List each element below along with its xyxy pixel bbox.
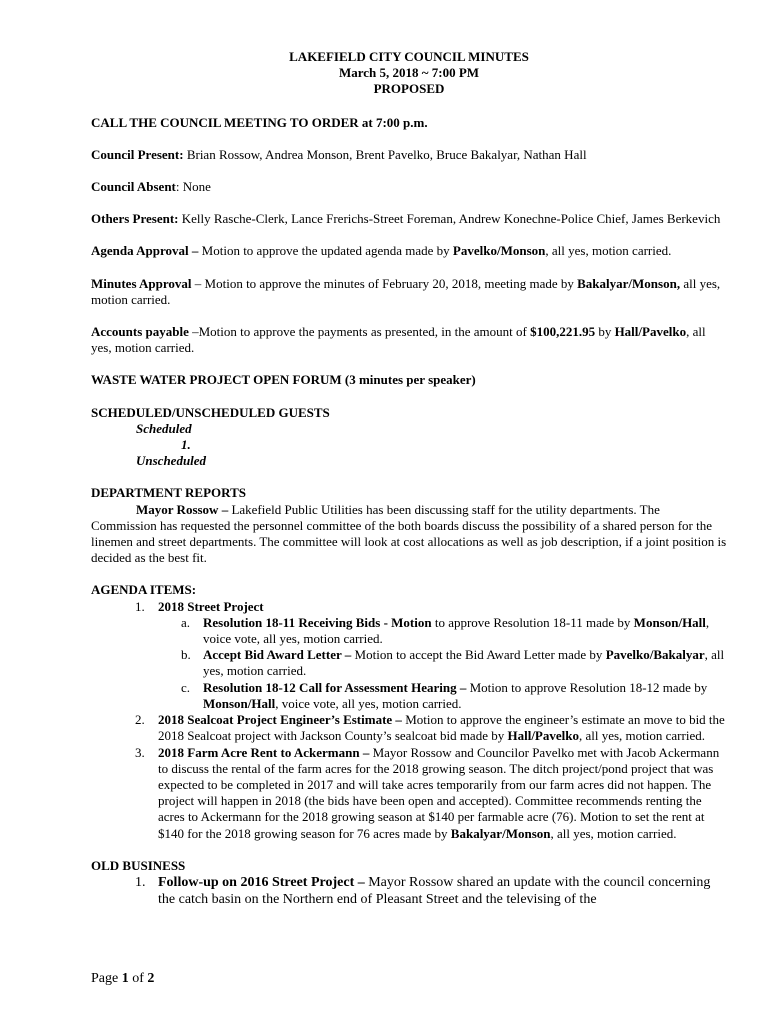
old-business-item-1-title: Follow-up on 2016 Street Project – xyxy=(158,874,365,890)
minutes-approval-names: Bakalyar/Monson, xyxy=(577,275,681,291)
old-business-heading: OLD BUSINESS xyxy=(91,857,186,873)
agenda-item-1c xyxy=(91,680,727,712)
minutes-approval xyxy=(91,276,727,308)
agenda-approval-names: Pavelko/Monson xyxy=(452,243,546,259)
document-header xyxy=(91,49,727,98)
document-title: LAKEFIELD CITY COUNCIL MINUTES xyxy=(289,49,529,64)
council-present-label: Council Present: xyxy=(91,146,184,162)
minutes-approval-result: all yes, motion carried. xyxy=(91,275,721,307)
agenda-approval-text: Motion to approve the updated agenda made by xyxy=(198,243,453,259)
agenda-item-1a xyxy=(91,615,727,647)
agenda-item-1b-letter: b. xyxy=(181,647,191,663)
page-of: of xyxy=(128,971,148,986)
agenda-item-3-names: Bakalyar/Monson xyxy=(450,825,551,841)
old-business-item-1-text: Mayor Rossow shared an update with the council concerning the catch basin on the Northern end of Pleasant Street and the televising of the xyxy=(158,874,711,907)
agenda-item-2-number: 2. xyxy=(135,712,145,728)
agenda-item-1b-result: , all yes, motion carried. xyxy=(203,647,725,679)
agenda-item-1a-result: , voice vote, all yes, motion carried. xyxy=(203,614,710,647)
agenda-item-1-title: 2018 Street Project xyxy=(158,598,264,614)
council-absent xyxy=(91,179,727,195)
accounts-payable xyxy=(91,324,727,356)
agenda-item-1 xyxy=(91,599,727,615)
agenda-item-3-result: , all yes, motion carried. xyxy=(550,825,677,841)
council-absent-label: Council Absent xyxy=(91,179,176,195)
agenda-approval-result: , all yes, motion carried. xyxy=(545,243,672,259)
agenda-item-1b-title: Accept Bid Award Letter – xyxy=(203,647,352,663)
agenda-item-1c-names: Monson/Hall xyxy=(203,695,276,711)
call-to-order-heading: CALL THE COUNCIL MEETING TO ORDER at 7:00 p.m. xyxy=(91,114,428,130)
guests-heading: SCHEDULED/UNSCHEDULED GUESTS xyxy=(91,404,330,420)
agenda-item-2-names: Hall/Pavelko xyxy=(507,728,579,744)
old-business-item-1-number: 1. xyxy=(135,874,146,890)
council-present-text: Brian Rossow, Andrea Monson, Brent Pavelko, Bruce Bakalyar, Nathan Hall xyxy=(183,146,587,162)
accounts-payable-names: Hall/Pavelko xyxy=(614,324,687,340)
accounts-payable-result: , all yes, motion carried. xyxy=(91,324,706,356)
page-number: 1 xyxy=(121,971,129,986)
agenda-item-1c-result: , voice vote, all yes, motion carried. xyxy=(275,695,462,711)
minutes-approval-label: Minutes Approval xyxy=(91,275,192,291)
page-total: 2 xyxy=(147,971,155,986)
agenda-item-1c-title: Resolution 18-12 Call for Assessment Hearing – xyxy=(203,679,467,695)
agenda-item-1-number: 1. xyxy=(135,598,145,614)
mayor-report-speaker: Mayor Rossow – xyxy=(136,501,229,517)
scheduled-item-number: 1. xyxy=(181,437,191,453)
agenda-items-heading: AGENDA ITEMS: xyxy=(91,582,197,598)
agenda-item-1b-names: Pavelko/Bakalyar xyxy=(605,647,705,663)
scheduled-label: Scheduled xyxy=(136,420,192,436)
department-reports-heading: DEPARTMENT REPORTS xyxy=(91,485,246,501)
document-status: PROPOSED xyxy=(373,81,445,97)
page-footer xyxy=(91,971,154,987)
accounts-payable-by: by xyxy=(595,324,615,340)
agenda-item-1a-letter: a. xyxy=(181,614,191,630)
agenda-item-1b-text: Motion to accept the Bid Award Letter made by xyxy=(351,647,606,663)
agenda-item-2-result: , all yes, motion carried. xyxy=(578,728,705,744)
minutes-approval-text: – Motion to approve the minutes of February 20, 2018, meeting made by xyxy=(191,275,578,291)
agenda-item-3 xyxy=(91,745,727,842)
others-present-label: Others Present: xyxy=(91,211,179,227)
page-prefix: Page xyxy=(91,971,122,986)
mayor-report xyxy=(91,502,727,567)
minutes-content xyxy=(91,49,727,908)
agenda-item-2 xyxy=(91,712,727,744)
meeting-date: March 5, 2018 ~ 7:00 PM xyxy=(338,65,480,81)
unscheduled-label: Unscheduled xyxy=(136,453,207,469)
agenda-item-1c-letter: c. xyxy=(181,679,191,695)
council-present xyxy=(91,147,727,163)
accounts-payable-text: –Motion to approve the payments as presented, in the amount of xyxy=(188,324,531,340)
agenda-item-1a-text: to approve Resolution 18-11 made by xyxy=(431,614,634,630)
agenda-item-3-text: Mayor Rossow and Councilor Pavelko met with Jacob Ackermann to discuss the rental of the farm acres for the 2018 growing season. The ditch project/pond project that was expected to be completed in 2017 and will take acres temporarily from our farm acres did not happen. The project will happen in 2018 (the bids have been open and accepted). Committee recommends renting the acres to Ackermann for the 2018 growing season at $140 per farmable acre (76). Motion to set the rent at $140 for the 2018 growing season for 76 acres made by xyxy=(158,744,720,841)
mayor-report-text: Lakefield Public Utilities has been discussing staff for the utility departments. The Commission has requested the personnel committee of the both boards discuss the possibility of a shared person for the linemen and street departments. The committee will look at cost allocations as well as job description, if a joint position is decided as the best fit. xyxy=(91,501,727,566)
agenda-approval xyxy=(91,243,727,259)
others-present-text: Kelly Rasche-Clerk, Lance Frerichs-Street Foreman, Andrew Konechne-Police Chief, James Berkevich xyxy=(178,211,721,227)
accounts-payable-label: Accounts payable xyxy=(91,324,189,340)
agenda-item-1c-text: Motion to approve Resolution 18-12 made by xyxy=(466,679,708,695)
accounts-payable-amount: $100,221.95 xyxy=(530,324,596,340)
others-present xyxy=(91,211,727,227)
council-absent-text: : None xyxy=(175,179,211,195)
agenda-item-3-title: 2018 Farm Acre Rent to Ackermann – xyxy=(158,744,370,760)
agenda-item-1a-names: Monson/Hall xyxy=(633,614,706,630)
agenda-item-2-text: Motion to approve the engineer’s estimate an move to bid the 2018 Sealcoat project with Jackson County’s sealcoat bid made by xyxy=(158,712,725,744)
old-business-item-1 xyxy=(91,874,727,908)
agenda-item-1b xyxy=(91,647,727,679)
agenda-item-3-number: 3. xyxy=(135,744,145,760)
agenda-approval-label: Agenda Approval – xyxy=(91,243,199,259)
waste-water-heading: WASTE WATER PROJECT OPEN FORUM (3 minutes per speaker) xyxy=(91,372,476,388)
agenda-item-2-title: 2018 Sealcoat Project Engineer’s Estimate – xyxy=(158,712,402,728)
agenda-item-1a-title: Resolution 18-11 Receiving Bids - Motion xyxy=(203,614,432,630)
